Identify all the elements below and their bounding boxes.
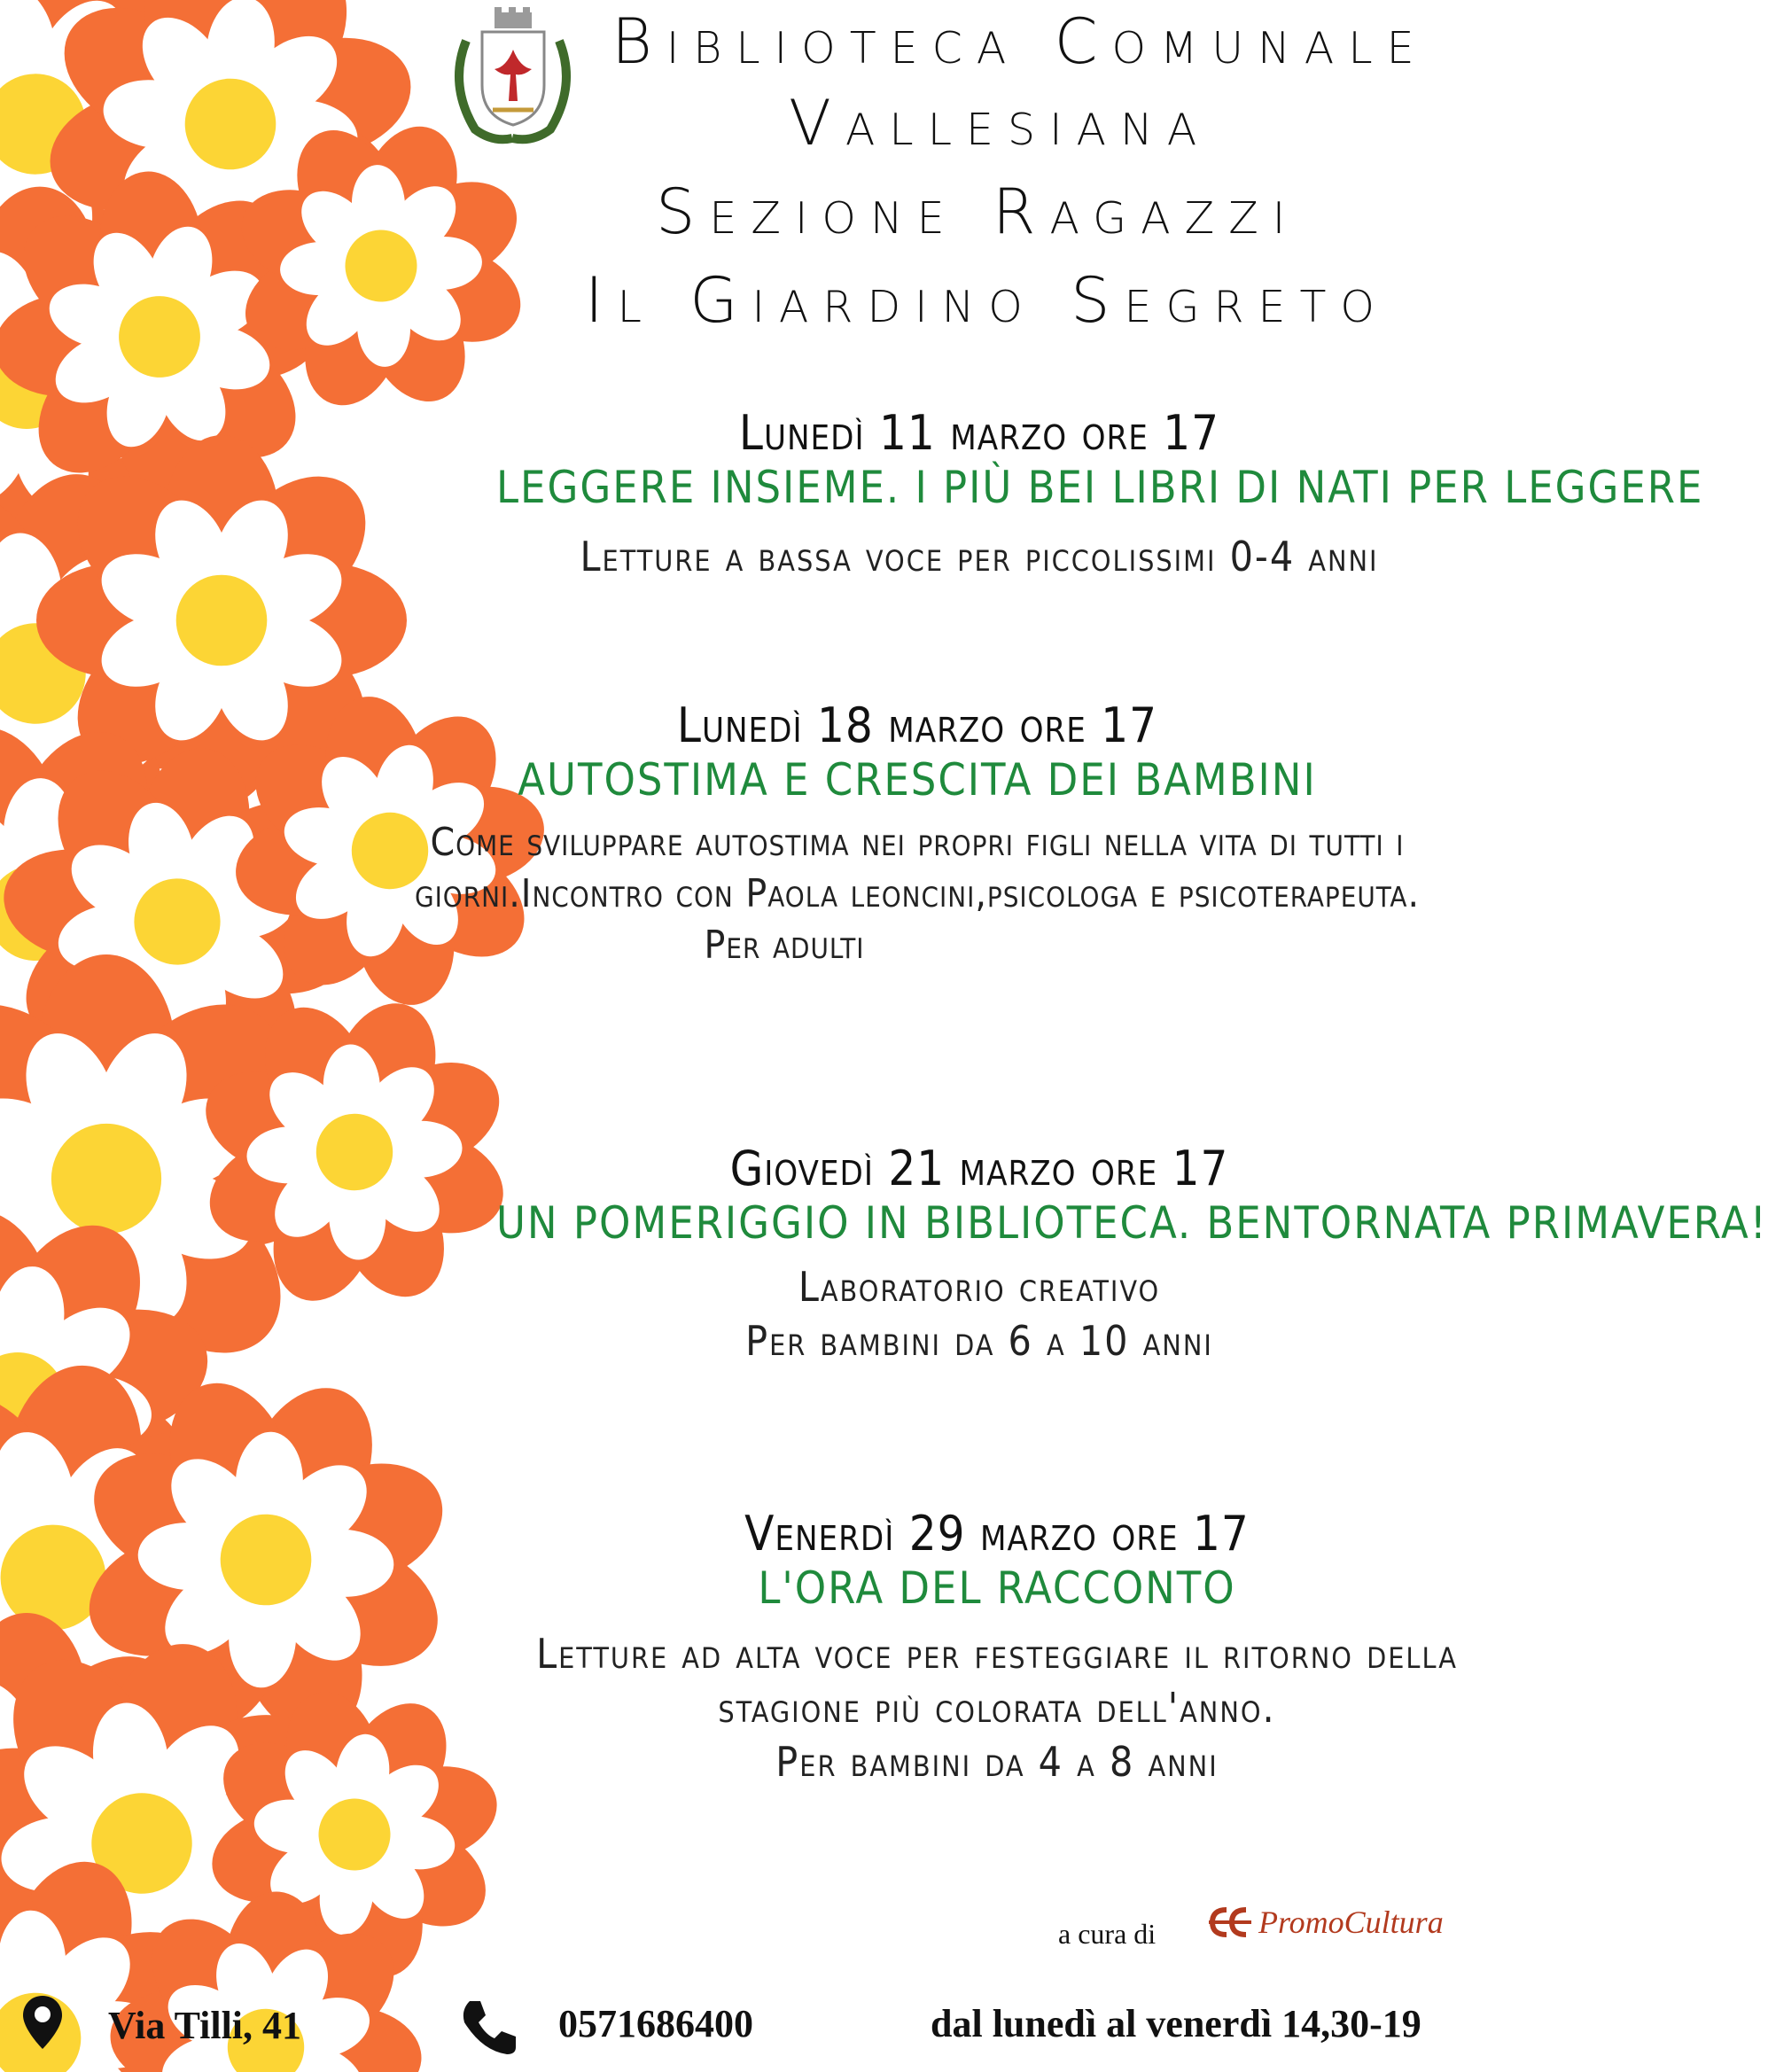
promocultura-brand xyxy=(1205,1904,1444,1941)
phone-icon xyxy=(457,1996,519,2058)
event-3 xyxy=(496,1141,1768,1368)
map-pin-icon xyxy=(21,1994,64,2051)
event-audience: Per bambini da 6 a 10 anni xyxy=(745,1316,1213,1365)
event-title: UN POMERIGGIO IN BIBLIOTECA. BENTORNATA PRIMAVERA! xyxy=(496,1197,1768,1250)
address-text: Via Tilli, 41 xyxy=(108,2004,302,2047)
municipal-crest xyxy=(440,5,586,145)
opening-hours: dal lunedì al venerdì 14,30-19 xyxy=(931,2002,1421,2045)
event-date: Giovedì 21 marzo ore 17 xyxy=(729,1141,1229,1196)
library-subtitle: Vallesiana xyxy=(789,87,1211,160)
credit-label: a cura di xyxy=(1058,1918,1157,1950)
event-description xyxy=(532,1627,1462,1788)
event-description-line: Letture ad alta voce per festeggiare il ritorno della xyxy=(536,1630,1458,1679)
event-description xyxy=(496,1260,1462,1367)
event-date: Lunedì 18 marzo ore 17 xyxy=(676,697,1158,753)
section-title: Sezione Ragazzi xyxy=(656,175,1300,248)
event-audience: Per bambini da 4 a 8 anni xyxy=(775,1737,1219,1786)
event-description-line: Come sviluppare autostima nei propri figli nella vita di tutti i xyxy=(430,820,1405,866)
event-description-line: stagione più colorata dell'anno. xyxy=(718,1683,1276,1732)
event-description xyxy=(372,817,1462,971)
event-audience: Per adulti xyxy=(704,923,865,969)
event-date: Venerdì 29 marzo ore 17 xyxy=(744,1506,1250,1562)
library-title: Biblioteca Comunale xyxy=(611,5,1429,78)
event-title: LEGGERE INSIEME. I PIÙ BEI LIBRI DI NATI PER LEGGERE xyxy=(496,462,1704,514)
section-subtitle: Il Giardino Segreto xyxy=(585,264,1389,337)
event-description-line: Laboratorio creativo xyxy=(798,1263,1161,1312)
event-title: L'ORA DEL RACCONTO xyxy=(758,1562,1236,1615)
event-2 xyxy=(372,698,1462,971)
phone-number: 0571686400 xyxy=(558,2002,753,2045)
event-description: Letture a bassa voce per piccolissimi 0-4 anni xyxy=(580,533,1379,581)
contact-footer xyxy=(0,1985,1465,2065)
brand-name: PromoCultura xyxy=(1258,1905,1444,1940)
event-date: Lunedì 11 marzo ore 17 xyxy=(738,405,1220,461)
event-4 xyxy=(532,1507,1462,1788)
promocultura-logo xyxy=(1205,1905,1255,1940)
event-description-line: giorni.Incontro con Paola leoncini,psicologa e psicoterapeuta. xyxy=(414,871,1421,917)
flower-decoration xyxy=(0,0,496,2072)
event-title: AUTOSTIMA E CRESCITA DEI BAMBINI xyxy=(518,754,1317,806)
event-1 xyxy=(496,405,1704,584)
